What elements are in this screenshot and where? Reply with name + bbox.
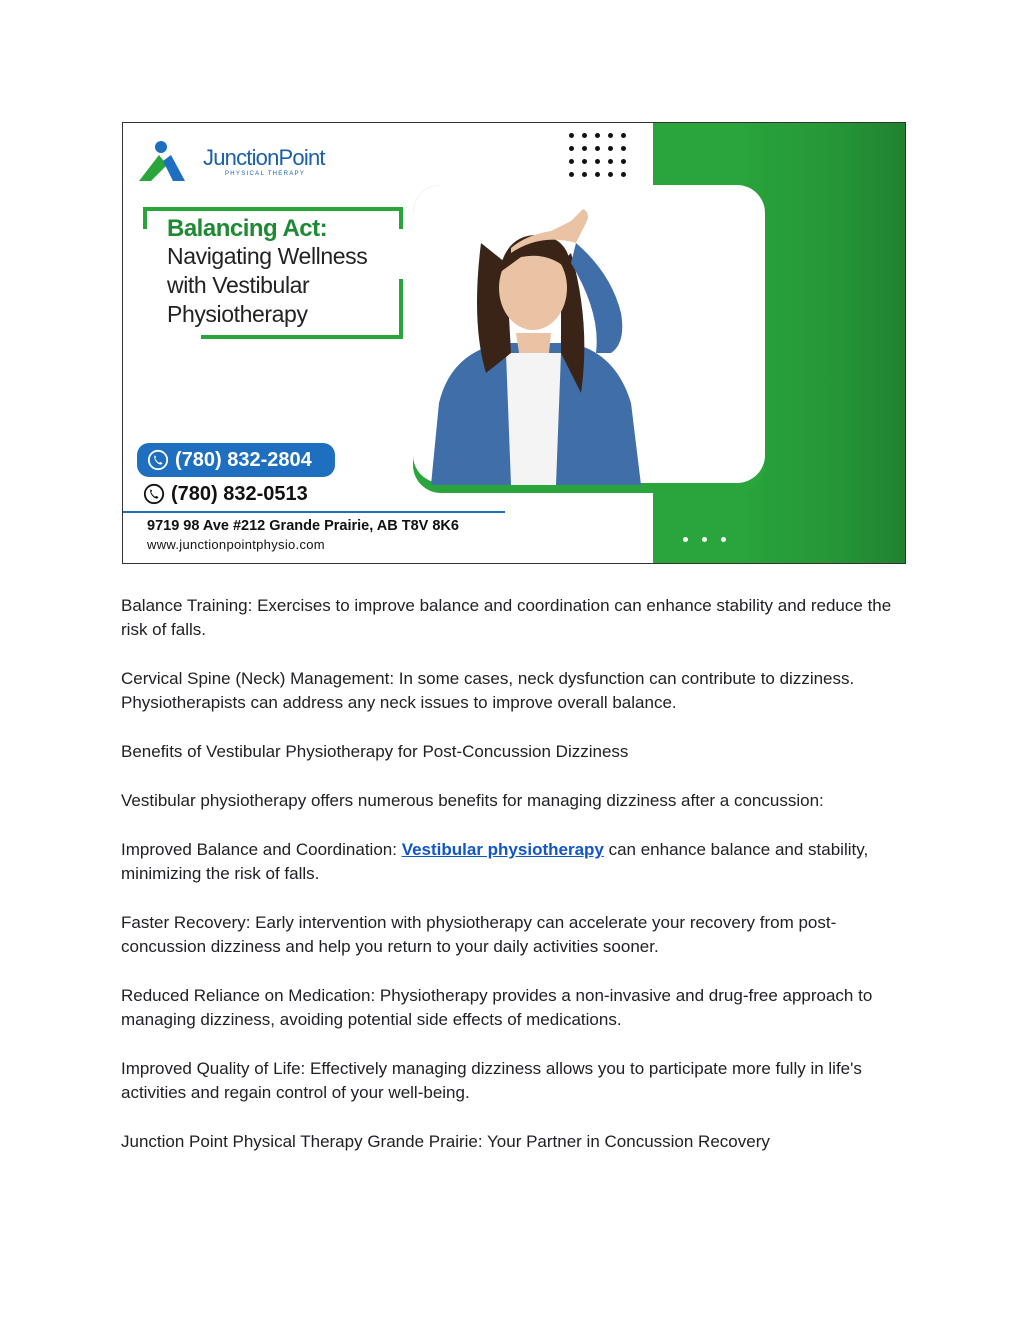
phone-secondary-number: (780) 832-0513 xyxy=(171,482,308,505)
title-frame xyxy=(143,207,403,339)
logo xyxy=(137,139,337,183)
decorative-dots-three xyxy=(683,529,740,547)
paragraph-text: can enhance balance and stability, minimizing the risk of falls. xyxy=(121,840,869,883)
banner-title-line: Navigating Wellness xyxy=(167,243,368,269)
logo-subtitle: PHYSICAL THERAPY xyxy=(225,171,306,177)
decorative-dot xyxy=(621,172,626,177)
decorative-dot xyxy=(569,159,574,164)
decorative-dot xyxy=(582,172,587,177)
junction-point-logo-icon xyxy=(137,139,187,183)
paragraph-improved-balance xyxy=(121,838,901,886)
vestibular-physiotherapy-link[interactable]: Vestibular physiotherapy xyxy=(401,840,604,859)
woman-photo xyxy=(411,203,661,485)
phone-primary-number: (780) 832-2804 xyxy=(175,448,312,471)
decorative-dot xyxy=(608,159,613,164)
decorative-dot xyxy=(582,146,587,151)
paragraph-text: Improved Balance and Coordination: xyxy=(121,840,402,859)
phone-icon xyxy=(143,483,165,505)
logo-name: JunctionPoint xyxy=(203,145,325,170)
promo-banner xyxy=(122,122,906,564)
decorative-dot xyxy=(595,146,600,151)
paragraph-balance-training: Balance Training: Exercises to improve balance and coordination can enhance stability and reduce the risk of falls. xyxy=(121,596,892,639)
address: 9719 98 Ave #212 Grande Prairie, AB T8V 8K6 xyxy=(147,518,459,534)
decorative-dot xyxy=(621,133,626,138)
section-heading-partner: Junction Point Physical Therapy Grande Prairie: Your Partner in Concussion Recovery xyxy=(121,1132,770,1151)
paragraph-benefits-intro: Vestibular physiotherapy offers numerous benefits for managing dizziness after a concussion: xyxy=(121,791,824,810)
decorative-dot xyxy=(608,146,613,151)
decorative-dot xyxy=(582,133,587,138)
decorative-dot xyxy=(595,172,600,177)
decorative-dot xyxy=(621,159,626,164)
decorative-dot xyxy=(569,146,574,151)
decorative-dot xyxy=(608,133,613,138)
section-heading-benefits: Benefits of Vestibular Physiotherapy for Post-Concussion Dizziness xyxy=(121,742,629,761)
banner-title-line: with Vestibular xyxy=(167,272,310,298)
address-divider xyxy=(123,511,505,513)
paragraph-cervical-spine: Cervical Spine (Neck) Management: In some cases, neck dysfunction can contribute to dizziness. Physiotherapists can address any neck issues to improve overall balance. xyxy=(121,669,855,712)
decorative-dot xyxy=(608,172,613,177)
decorative-dot xyxy=(595,133,600,138)
decorative-dots-grid xyxy=(569,133,631,181)
paragraph-reduced-medication: Reduced Reliance on Medication: Physiotherapy provides a non-invasive and drug-free approach to managing dizziness, avoiding potential side effects of medications. xyxy=(121,986,873,1029)
decorative-dot xyxy=(621,146,626,151)
banner-title: Balancing Act: xyxy=(167,215,328,242)
paragraph-quality-of-life: Improved Quality of Life: Effectively managing dizziness allows you to participate more fully in life's activities and regain control of your well-being. xyxy=(121,1059,862,1102)
decorative-dot xyxy=(595,159,600,164)
website[interactable]: www.junctionpointphysio.com xyxy=(147,537,325,552)
decorative-dot xyxy=(582,159,587,164)
decorative-dot xyxy=(569,172,574,177)
decorative-dot xyxy=(569,133,574,138)
phone-primary[interactable] xyxy=(137,443,335,477)
phone-secondary[interactable] xyxy=(143,479,308,509)
paragraph-faster-recovery: Faster Recovery: Early intervention with physiotherapy can accelerate your recovery from post-concussion dizziness and help you return to your daily activities sooner. xyxy=(121,913,837,956)
banner-title-line: Physiotherapy xyxy=(167,301,308,327)
phone-icon xyxy=(147,449,169,471)
